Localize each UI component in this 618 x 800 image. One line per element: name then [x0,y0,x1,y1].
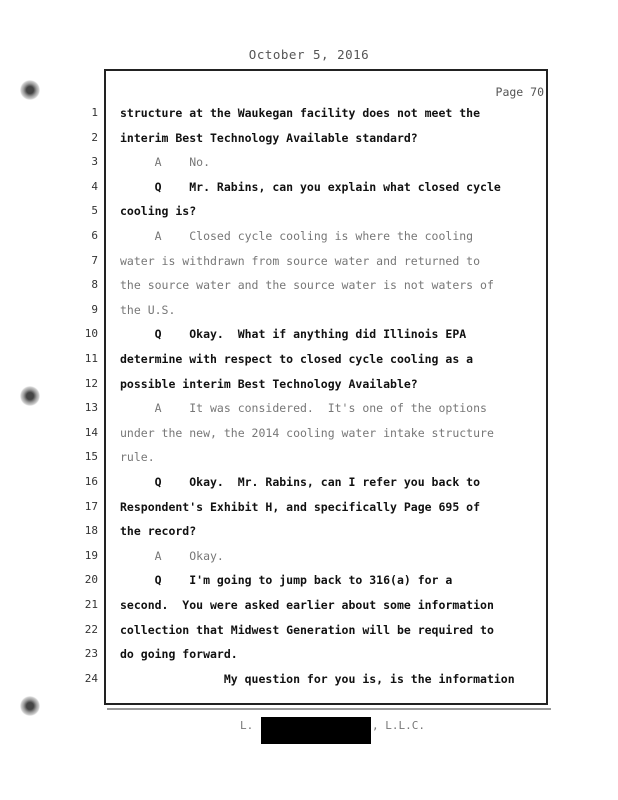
transcript-line: A Closed cycle cooling is where the cooling [120,229,474,243]
line-number: 12 [84,376,98,390]
footer-left-text: L. [240,719,254,732]
line-number: 13 [84,401,98,415]
transcript-line: Q Mr. Rabins, can you explain what closed cycle [120,179,501,194]
transcript-line: water is withdrawn from source water and returned to [120,253,481,268]
line-number: 11 [84,352,98,365]
line-number: 8 [91,278,98,292]
transcript-line: Q Okay. Mr. Rabins, can I refer you back to [120,475,481,489]
transcript-line: the source water and the source water is not waters of [120,278,494,293]
line-number: 17 [84,499,98,513]
transcript-line: the U.S. [120,302,176,317]
transcript-line: My question for you is, is the information [120,671,515,686]
line-number: 20 [84,573,98,587]
line-number: 2 [91,130,98,144]
page-number: Page 70 [495,85,544,99]
transcript-line: interim Best Technology Available standard? [120,130,418,145]
header-date: October 5, 2016 [248,47,370,62]
line-number: 4 [91,179,98,193]
line-number: 19 [84,548,98,562]
transcript-line: do going forward. [120,647,238,662]
transcript-line: under the new, the 2014 cooling water intake structure [120,425,494,440]
transcript-line: Respondent's Exhibit H, and specifically Page 695 of [120,499,481,514]
redaction-bar [261,717,371,744]
transcript-line: cooling is? [120,204,197,219]
footer-right-text: , L.L.C. [372,719,425,732]
line-number: 15 [84,450,98,464]
line-number: 5 [91,204,98,218]
transcript-line: A Okay. [120,548,224,563]
transcript-line: A It was considered. It's one of the options [120,401,487,416]
line-number: 23 [84,647,98,661]
transcript-line: Q Okay. What if anything did Illinois EPA [120,327,467,342]
transcript-line: structure at the Waukegan facility does not meet the [120,106,481,120]
transcript-line: possible interim Best Technology Available? [120,376,418,391]
transcript-line: Q I'm going to jump back to 316(a) for a [120,573,453,588]
line-number: 24 [84,671,98,685]
line-number: 18 [84,524,98,538]
transcript-line: rule. [120,450,155,465]
punch-hole-bottom [20,696,40,716]
transcript-line: second. You were asked earlier about some information [120,598,494,612]
transcript-line: the record? [120,524,197,539]
line-number: 22 [84,622,98,636]
transcript-line: determine with respect to closed cycle cooling as a [120,352,474,366]
line-number: 16 [84,475,98,488]
line-number: 9 [91,302,98,316]
line-number: 10 [84,327,98,341]
punch-hole-middle [20,386,40,406]
transcript-line: A No. [120,155,211,170]
line-number: 21 [84,598,98,611]
line-number: 3 [91,155,98,169]
line-number: 1 [91,106,98,119]
line-number: 14 [84,425,98,439]
frame-shadow [107,708,551,710]
line-number: 6 [91,229,98,242]
transcript-line: collection that Midwest Generation will be required to [120,622,494,637]
line-number: 7 [91,253,98,267]
punch-hole-top [20,80,40,100]
